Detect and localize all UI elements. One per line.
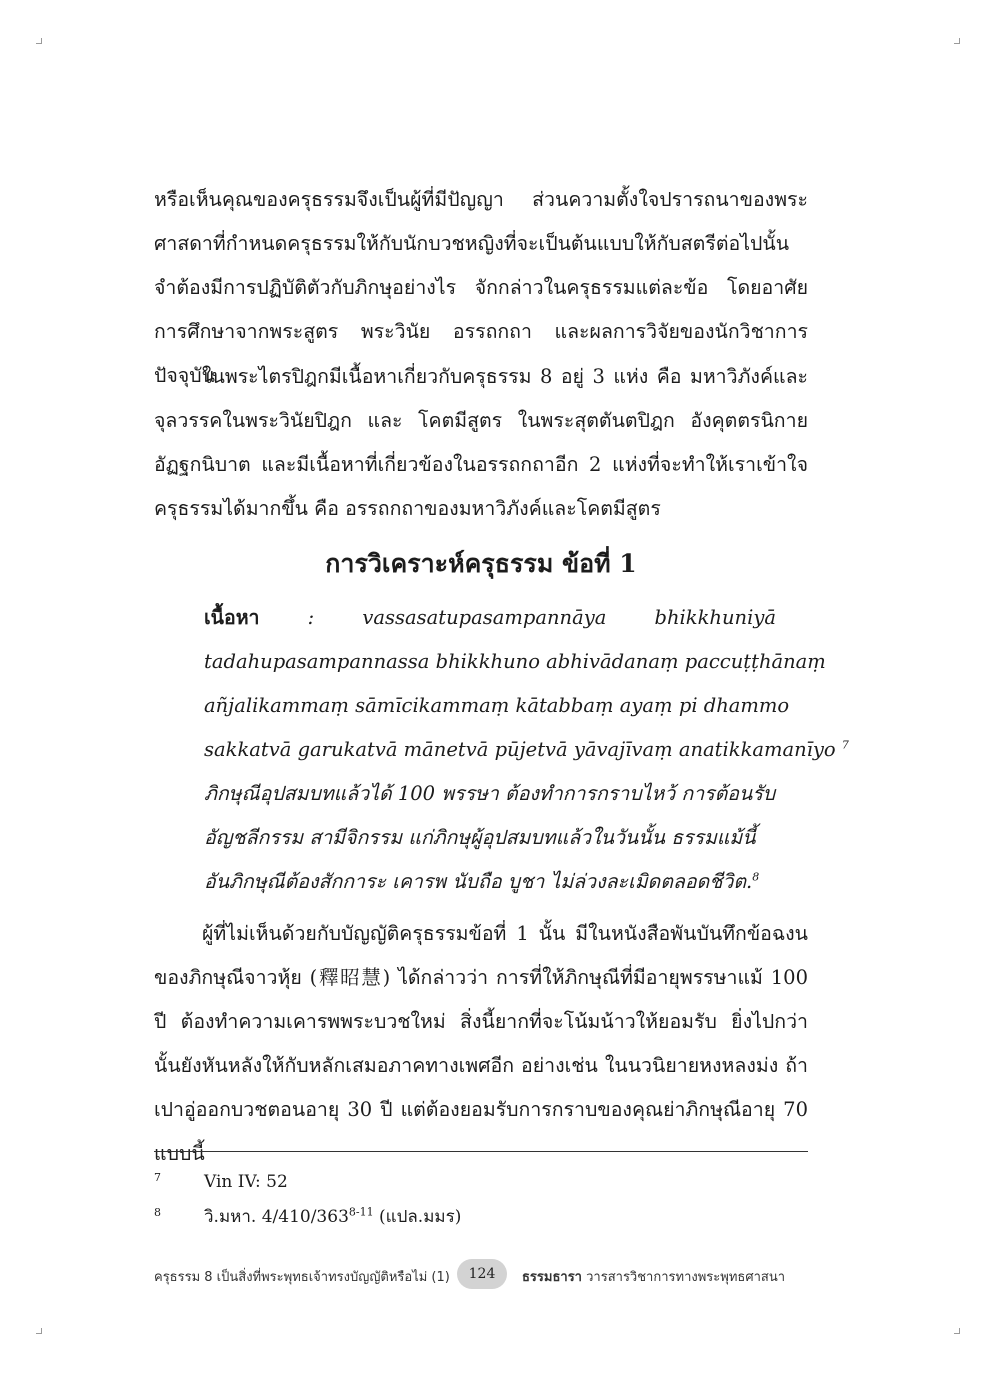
footnote-8-text <box>204 1203 461 1231</box>
page-footer <box>154 1259 808 1289</box>
crop-mark-top-left <box>36 38 46 48</box>
pali-quote-block <box>204 596 849 904</box>
footnote-7-number: 7 <box>154 1171 161 1184</box>
content-colon: : <box>307 606 315 629</box>
journal-info <box>522 1266 785 1287</box>
thai-line-3-text: อันภิกษุณีต้องสักการะ เคารพ นับถือ บูชา ไม่ล่วงละเมิดตลอดชีวิต. <box>204 870 753 893</box>
footnote-8-superscript: 8-11 <box>348 1205 374 1219</box>
paragraph-tipitaka: ในพระไตรปิฎกมีเนื้อหาเกี่ยวกับครุธรรม 8 อยู่ 3 แห่ง คือ มหาวิภังค์และจุลวรรคในพระวินัยปิฎก และ โคตมีสูตร ในพระสุตตันตปิฎก อังคุตตรนิกาย อัฏฐกนิบาต และมีเนื้อหาที่เกี่ยวข้องในอรรถกถาอีก 2 แห่งที่จะทำให้เราเข้าใจครุธรรมได้มากขึ้น คือ อรรถกถาของมหาวิภังค์และโคตมีสูตร <box>154 365 808 520</box>
crop-mark-bottom-left <box>36 1328 46 1338</box>
article-title: ครุธรรม 8 เป็นสิ่งที่พระพุทธเจ้าทรงบัญญัติหรือไม่ (1) <box>154 1270 450 1285</box>
quote-first-line <box>204 596 776 640</box>
footnote-ref-8[interactable]: 8 <box>752 870 760 884</box>
footnote-8-citation: วิ.มหา. 4/410/363 <box>204 1207 349 1227</box>
footnote-8-translation: (แปล.มมร) <box>373 1207 462 1227</box>
pali-line-4-text: sakkatvā garukatvā mānetvā pūjetvā yāvajīvaṃ anatikkamanīyo <box>204 738 836 761</box>
footnote-7-text: Vin IV: 52 <box>204 1172 288 1192</box>
footnote-ref-7[interactable]: 7 <box>841 738 849 752</box>
thai-line-1: ภิกษุณีอุปสมบทแล้วได้ 100 พรรษา ต้องทำการกราบไหว้ การต้อนรับ <box>204 782 776 805</box>
pali-line-3: añjalikammaṃ sāmīcikammaṃ kātabbaṃ ayaṃ pi dhammo <box>204 694 790 717</box>
footnote-divider <box>154 1151 808 1152</box>
section-heading: การวิเคราะห์ครุธรรม ข้อที่ 1 <box>325 549 637 578</box>
pali-word-2: bhikkhuniyā <box>654 606 776 629</box>
crop-mark-bottom-right <box>954 1328 964 1338</box>
pali-word-1: vassasatupasampannāya <box>362 606 607 629</box>
thai-line-3 <box>204 860 776 904</box>
paragraph-intro: หรือเห็นคุณของครุธรรมจึงเป็นผู้ที่มีปัญญา ส่วนความตั้งใจปรารถนาของพระศาสดาที่กำหนดครุธรรมให้กับนักบวชหญิงที่จะเป็นต้นแบบให้กับสตรีต่อไปนั้น จำต้องมีการปฏิบัติตัวกับภิกษุอย่างไร จักกล่าวในครุธรรมแต่ละข้อ โดยอาศัยการศึกษาจากพระสูตร พระวินัย อรรถกถา และผลการวิจัยของนักวิชาการปัจจุบัน <box>154 188 808 387</box>
crop-mark-top-right <box>954 38 964 48</box>
paragraph-dissent: ผู้ที่ไม่เห็นด้วยกับบัญญัติครุธรรมข้อที่ 1 นั้น มีในหนังสือพันบันทึกข้อฉงนของภิกษุณีจาวหุ้ย (釋昭慧) ได้กล่าวว่า การที่ให้ภิกษุณีที่มีอายุพรรษาแม้ 100 ปี ต้องทำความเคารพพระบวชใหม่ สิ่งนี้ยากที่จะโน้มน้าวให้ยอมรับ ยิ่งไปกว่านั้นยังหันหลังให้กับหลักเสมอภาคทางเพศอีก อย่างเช่น ในนวนิยายหงหลงม่ง ถ้าเปาอู่ออกบวชตอนอายุ 30 ปี แต่ต้องยอมรับการกราบของคุณย่าภิกษุณีอายุ 70 แบบนี้ <box>154 922 808 1165</box>
journal-name: ธรรมธารา <box>522 1270 582 1285</box>
journal-subtitle: วารสารวิชาการทางพระพุทธศาสนา <box>582 1270 786 1285</box>
content-label: เนื้อหา <box>204 606 260 629</box>
pali-line-4 <box>204 728 849 772</box>
footnote-8-number: 8 <box>154 1206 161 1219</box>
page-number-badge: 124 <box>457 1259 507 1289</box>
pali-line-2: tadahupasampannassa bhikkhuno abhivādanaṃ paccuṭṭhānaṃ <box>204 650 826 673</box>
thai-line-2: อัญชลีกรรม สามีจิกรรม แก่ภิกษุผู้อุปสมบทแล้วในวันนั้น ธรรมแม้นี้ <box>204 826 756 849</box>
